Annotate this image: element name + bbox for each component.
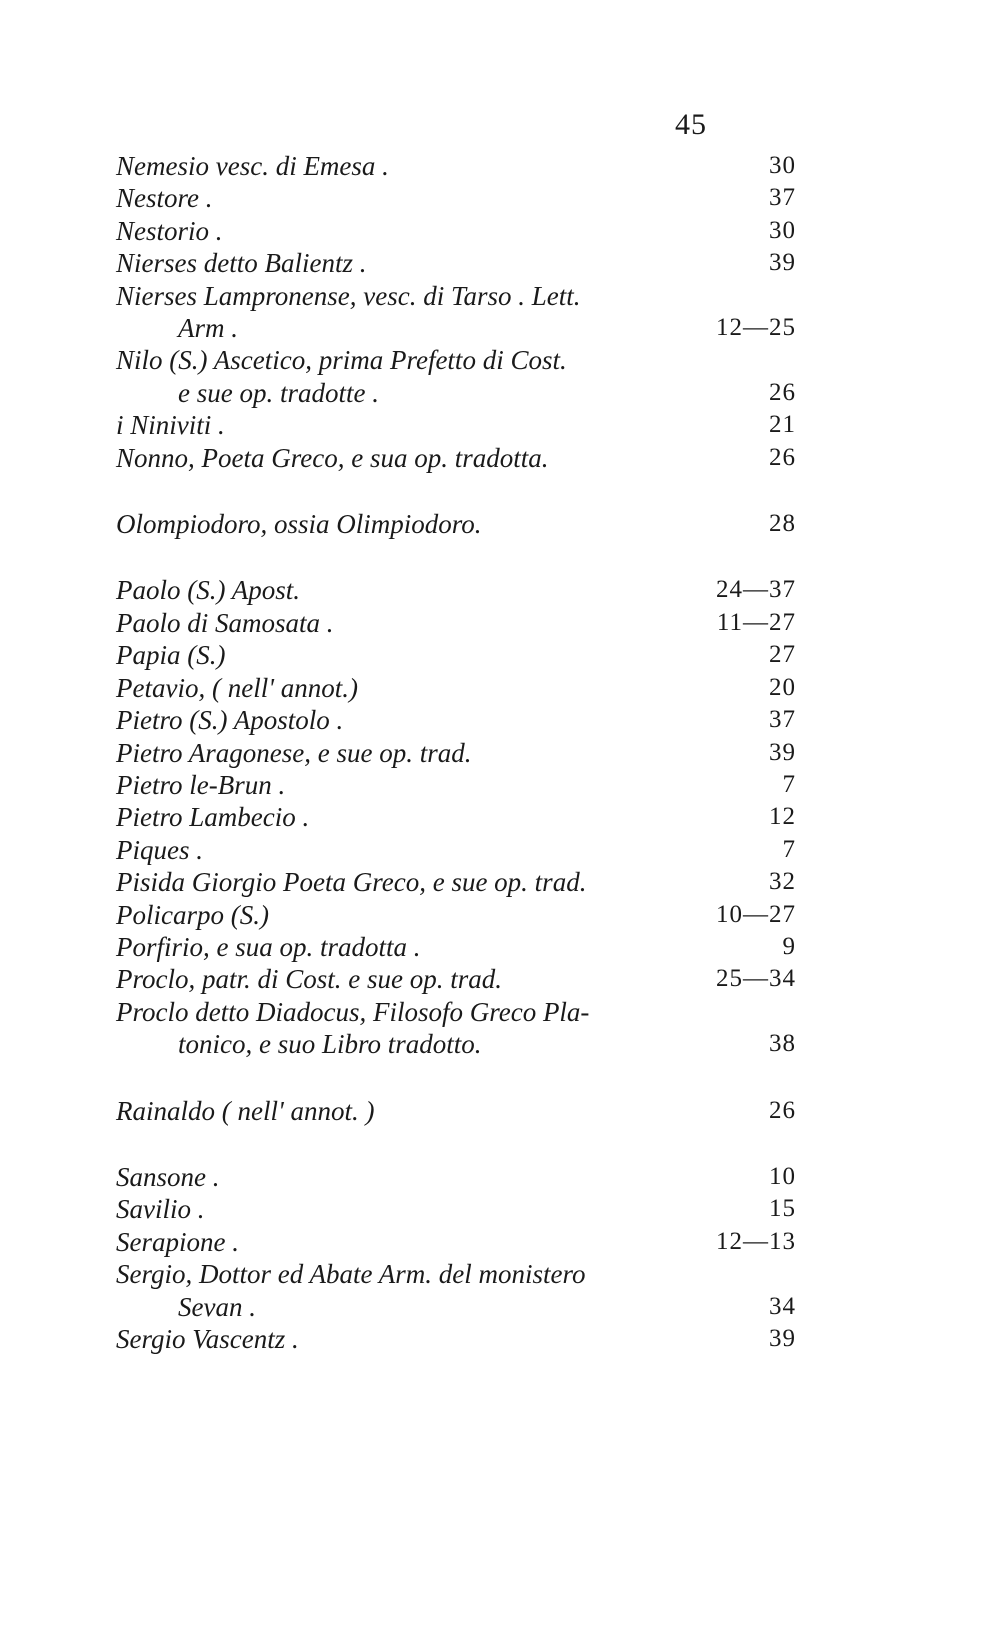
index-entry <box>116 150 796 182</box>
entry-name <box>116 344 796 409</box>
index-entry <box>116 931 796 963</box>
index-entry <box>116 1258 796 1323</box>
entry-name-line1: Nilo (S.) Ascetico, prima Prefetto di Cost. <box>116 345 567 376</box>
entry-name: Piques . <box>116 834 203 865</box>
entry-name: Pietro Lambecio . <box>116 802 310 833</box>
index-entry <box>116 574 796 606</box>
index-entry <box>116 409 796 441</box>
entry-pages: 7 <box>782 770 796 798</box>
entry-pages: 34 <box>769 1292 796 1320</box>
entry-name-line1: Sergio, Dottor ed Abate Arm. del monistero <box>116 1259 586 1290</box>
entry-name-line1: Proclo detto Diadocus, Filosofo Greco Pla- <box>116 996 590 1027</box>
index-entry <box>116 1323 796 1355</box>
entry-name: Nestorio . <box>116 215 223 246</box>
index-entry <box>116 769 796 801</box>
group-separator <box>116 1061 796 1095</box>
entry-pages: 30 <box>769 216 796 244</box>
index-entry <box>116 1193 796 1225</box>
entry-pages: 21 <box>769 411 796 439</box>
entry-pages: 12 <box>769 803 796 831</box>
entry-name: Petavio, ( nell' annot.) <box>116 672 358 703</box>
entry-name-continuation: Sevan . <box>178 1291 256 1322</box>
entry-name: Olompiodoro, ossia Olimpiodoro. <box>116 509 482 540</box>
entry-name: Savilio . <box>116 1194 205 1225</box>
entry-name: Porfirio, e sua op. tradotta . <box>116 931 421 962</box>
index-entry <box>116 639 796 671</box>
entry-name-continuation: tonico, e suo Libro tradotto. <box>178 1029 482 1060</box>
entry-pages: 24—37 <box>716 576 796 604</box>
entry-name: Rainaldo ( nell' annot. ) <box>116 1095 375 1126</box>
index-entry <box>116 899 796 931</box>
index-entry <box>116 737 796 769</box>
index-entry <box>116 866 796 898</box>
index-entry <box>116 801 796 833</box>
index-entry <box>116 607 796 639</box>
entry-name-continuation: Arm . <box>178 313 238 344</box>
entry-name: Sansone . <box>116 1161 220 1192</box>
entry-pages: 37 <box>769 706 796 734</box>
group-separator <box>116 1127 796 1161</box>
entry-name: Nestore . <box>116 183 213 214</box>
index-entry <box>116 996 796 1061</box>
entry-name: Nonno, Poeta Greco, e sua op. tradotta. <box>116 442 549 473</box>
entry-name: Proclo, patr. di Cost. e sue op. trad. <box>116 964 503 995</box>
index-entry <box>116 247 796 279</box>
entry-pages: 39 <box>769 738 796 766</box>
index-entry <box>116 280 796 345</box>
entry-pages: 10—27 <box>716 900 796 928</box>
entry-pages: 26 <box>769 378 796 406</box>
entry-name: i Niniviti . <box>116 410 225 441</box>
entry-pages: 26 <box>769 443 796 471</box>
entry-name: Paolo di Samosata . <box>116 607 334 638</box>
entry-pages: 15 <box>769 1195 796 1223</box>
entry-name <box>116 996 796 1061</box>
entry-name: Policarpo (S.) <box>116 899 269 930</box>
index-entry <box>116 215 796 247</box>
index-entry <box>116 344 796 409</box>
entry-pages: 37 <box>769 184 796 212</box>
entry-pages: 11—27 <box>716 608 796 636</box>
index-entry <box>116 704 796 736</box>
entry-pages: 25—34 <box>716 965 796 993</box>
index-entry <box>116 1226 796 1258</box>
index-entry <box>116 182 796 214</box>
entry-name <box>116 280 796 345</box>
index-entry <box>116 442 796 474</box>
entry-pages: 28 <box>769 510 796 538</box>
entry-pages: 9 <box>782 932 796 960</box>
entry-name-continuation: e sue op. tradotte . <box>178 377 379 408</box>
index-entry <box>116 834 796 866</box>
entry-name: Nierses detto Balientz . <box>116 248 367 279</box>
entry-name: Papia (S.) <box>116 640 226 671</box>
entry-name: Pietro Aragonese, e sue op. trad. <box>116 737 472 768</box>
entry-name: Serapione . <box>116 1226 239 1257</box>
entry-pages: 20 <box>769 673 796 701</box>
entry-name: Pietro (S.) Apostolo . <box>116 705 344 736</box>
entry-pages: 39 <box>769 249 796 277</box>
index-entry <box>116 508 796 540</box>
entry-pages: 32 <box>769 868 796 896</box>
entry-name: Pisida Giorgio Poeta Greco, e sue op. trad. <box>116 867 587 898</box>
entry-pages: 12—13 <box>716 1227 796 1255</box>
entry-pages: 27 <box>769 641 796 669</box>
entry-name-line1: Nierses Lampronense, vesc. di Tarso . Lett. <box>116 280 581 311</box>
entry-pages: 10 <box>769 1162 796 1190</box>
index-entry <box>116 672 796 704</box>
group-separator <box>116 474 796 508</box>
entry-pages: 39 <box>769 1325 796 1352</box>
entry-name: Pietro le-Brun . <box>116 769 286 800</box>
entry-pages: 12—25 <box>716 314 796 342</box>
entry-pages: 30 <box>769 152 796 179</box>
entry-pages: 38 <box>769 1030 796 1058</box>
entry-name: Nemesio vesc. di Emesa . <box>116 151 389 181</box>
entry-pages: 26 <box>769 1096 796 1124</box>
entry-name: Sergio Vascentz . <box>116 1324 299 1354</box>
index-entry <box>116 1095 796 1127</box>
entry-name <box>116 1258 796 1323</box>
index-entry <box>116 1161 796 1193</box>
group-separator <box>116 540 796 574</box>
page-number: 45 <box>675 108 707 141</box>
entry-name: Paolo (S.) Apost. <box>116 575 300 606</box>
index-entry <box>116 963 796 995</box>
index-list <box>116 150 796 1355</box>
entry-pages: 7 <box>782 835 796 863</box>
